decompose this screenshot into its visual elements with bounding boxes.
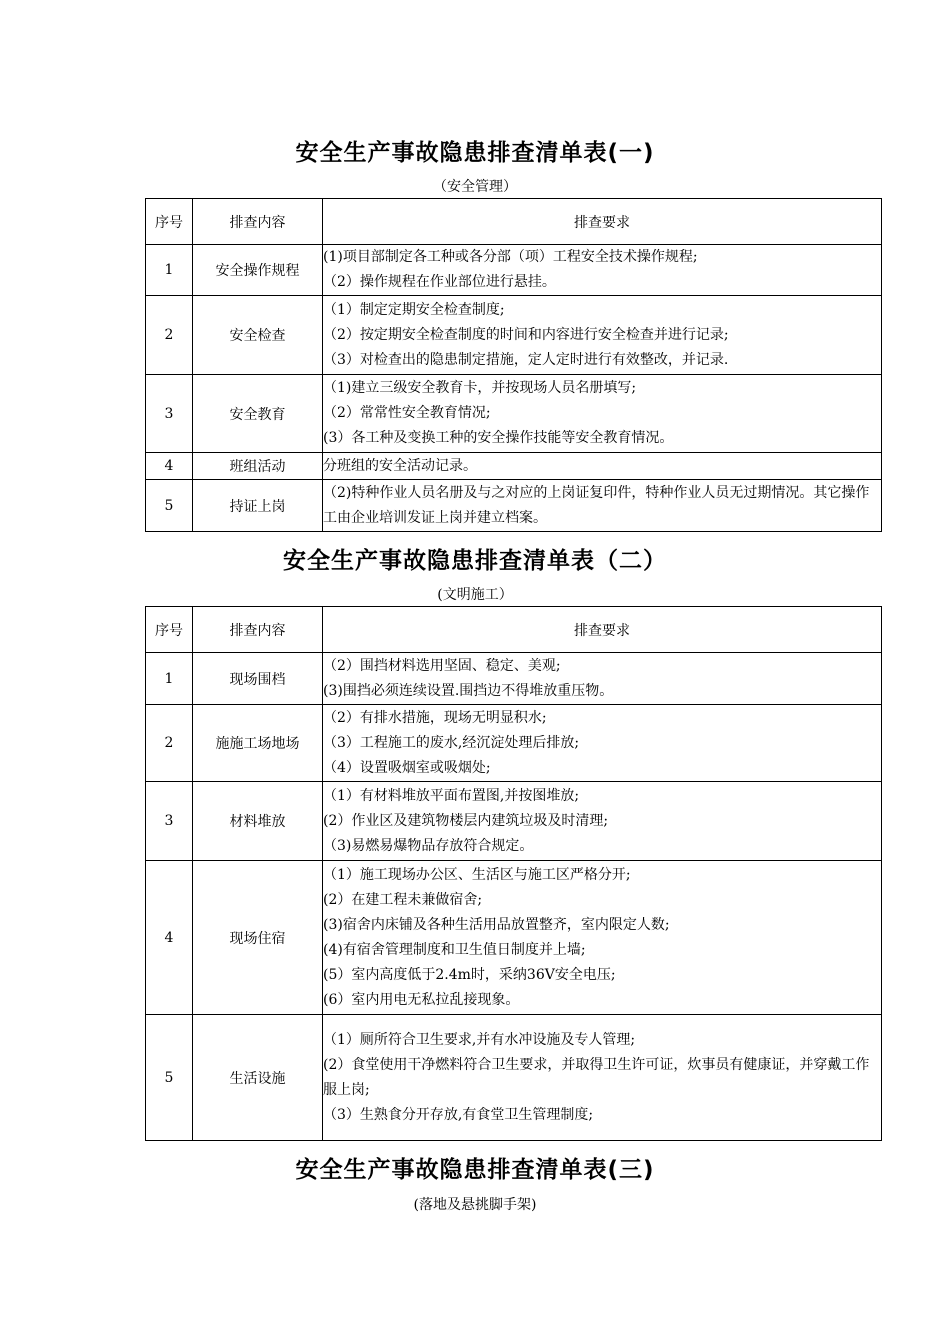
requirement-line: (2）食堂使用干净燃料符合卫生要求，并取得卫生许可证，炊事员有健康证，并穿戴工作服上岗; (323, 1056, 870, 1098)
requirement-line: （1）有材料堆放平面布置图,并按图堆放; (323, 787, 580, 804)
header-requirements: 排查要求 (323, 199, 882, 245)
requirement-line: （2）操作规程在作业部位进行悬挂。 (323, 274, 556, 290)
requirement-line: （3）工程施工的废水,经沉淀处理后排放; (323, 734, 580, 751)
requirement-line: （4）设置吸烟室或吸烟处; (323, 759, 491, 776)
row-requirements (323, 296, 882, 375)
row-number: 1 (146, 653, 193, 705)
table1-subtitle: （安全管理） (433, 179, 517, 195)
requirement-line: (6）室内用电无私拉乱接现象。 (323, 991, 520, 1008)
row-requirements (323, 375, 882, 453)
row-number: 2 (146, 705, 193, 782)
table-row (146, 653, 882, 705)
requirement-line: 分班组的安全活动记录。 (323, 457, 477, 474)
row-item: 材料堆放 (193, 782, 323, 861)
table1 (145, 198, 882, 532)
table1-title: 安全生产事故隐患排查清单表(一) (295, 140, 655, 166)
row-requirements (323, 453, 882, 480)
row-item: 施施工场地场 (193, 705, 323, 782)
header-item: 排查内容 (193, 607, 323, 653)
requirement-line: （1）施工现场办公区、生活区与施工区严格分开; (323, 866, 631, 883)
table-row (146, 1015, 882, 1141)
requirement-line: （2）有排水措施，现场无明显积水; (323, 709, 547, 726)
row-item: 安全教育 (193, 375, 323, 453)
table1-header-row (146, 199, 882, 245)
table2-title: 安全生产事故隐患排查清单表（二） (283, 548, 667, 574)
row-requirements (323, 480, 882, 532)
requirement-line: （2）常常性安全教育情况; (323, 405, 491, 421)
table-row (146, 705, 882, 782)
table2-subtitle: (文明施工） (437, 587, 513, 603)
row-item: 现场住宿 (193, 861, 323, 1015)
table-row (146, 296, 882, 375)
row-requirements (323, 1015, 882, 1141)
table-row (146, 453, 882, 480)
requirement-line: （3）对检查出的隐患制定措施，定人定时进行有效整改，并记录. (323, 351, 729, 368)
requirement-line: （1)建立三级安全教育卡，并按现场人员名册填写; (323, 380, 637, 396)
table-row (146, 375, 882, 453)
header-requirements: 排查要求 (323, 607, 882, 653)
header-no: 序号 (146, 607, 193, 653)
row-requirements (323, 245, 882, 296)
row-item: 现场围档 (193, 653, 323, 705)
requirement-line: (2）在建工程未兼做宿舍; (323, 891, 483, 908)
requirement-line: （2)特种作业人员名册及与之对应的上岗证复印件，特种作业人员无过期情况。其它操作工由企业培训发证上岗并建立档案。 (323, 484, 870, 526)
requirement-line: (3)围挡必须连续设置.围挡边不得堆放重压物。 (323, 682, 614, 699)
header-no: 序号 (146, 199, 193, 245)
table2 (145, 606, 882, 1141)
table3-title: 安全生产事故隐患排查清单表(三) (295, 1157, 655, 1183)
table-row (146, 245, 882, 296)
row-number: 5 (146, 1015, 193, 1141)
requirement-line: （3)易燃易爆物品存放符合规定。 (323, 837, 534, 854)
row-item: 安全检查 (193, 296, 323, 375)
row-number: 3 (146, 375, 193, 453)
requirement-line: （3）生熟食分开存放,有食堂卫生管理制度; (323, 1106, 594, 1123)
requirement-line: (4)有宿舍管理制度和卫生值日制度并上墙; (323, 941, 586, 958)
requirement-line: （1）厕所符合卫生要求,并有水冲设施及专人管理; (323, 1031, 636, 1048)
row-item: 持证上岗 (193, 480, 323, 532)
table2-header-row (146, 607, 882, 653)
requirement-line: (5）室内高度低于2.4m时，采纳36V安全电压; (323, 966, 616, 983)
requirement-line: (2）作业区及建筑物楼层内建筑垃圾及时清理; (323, 812, 609, 829)
row-item: 生活设施 (193, 1015, 323, 1141)
requirement-line: （2）围挡材料选用坚固、稳定、美观; (323, 657, 561, 674)
row-item: 安全操作规程 (193, 245, 323, 296)
requirement-line: （1）制定定期安全检查制度; (323, 301, 505, 318)
table-row (146, 480, 882, 532)
row-requirements (323, 861, 882, 1015)
row-requirements (323, 705, 882, 782)
requirement-line: (3）各工种及变换工种的安全操作技能等安全教育情况。 (323, 430, 674, 446)
row-number: 5 (146, 480, 193, 532)
requirement-line: (3)宿舍内床铺及各种生活用品放置整齐，室内限定人数; (323, 916, 670, 933)
row-requirements (323, 782, 882, 861)
row-number: 2 (146, 296, 193, 375)
table-row (146, 861, 882, 1015)
row-number: 3 (146, 782, 193, 861)
row-number: 1 (146, 245, 193, 296)
requirement-line: (1)项目部制定各工种或各分部（项）工程安全技术操作规程; (323, 249, 698, 265)
table-row (146, 782, 882, 861)
row-requirements (323, 653, 882, 705)
table3-subtitle: (落地及悬挑脚手架) (413, 1197, 537, 1213)
header-item: 排查内容 (193, 199, 323, 245)
row-item: 班组活动 (193, 453, 323, 480)
row-number: 4 (146, 861, 193, 1015)
row-number: 4 (146, 453, 193, 480)
requirement-line: （2）按定期安全检查制度的时间和内容进行安全检查并进行记录; (323, 326, 729, 343)
